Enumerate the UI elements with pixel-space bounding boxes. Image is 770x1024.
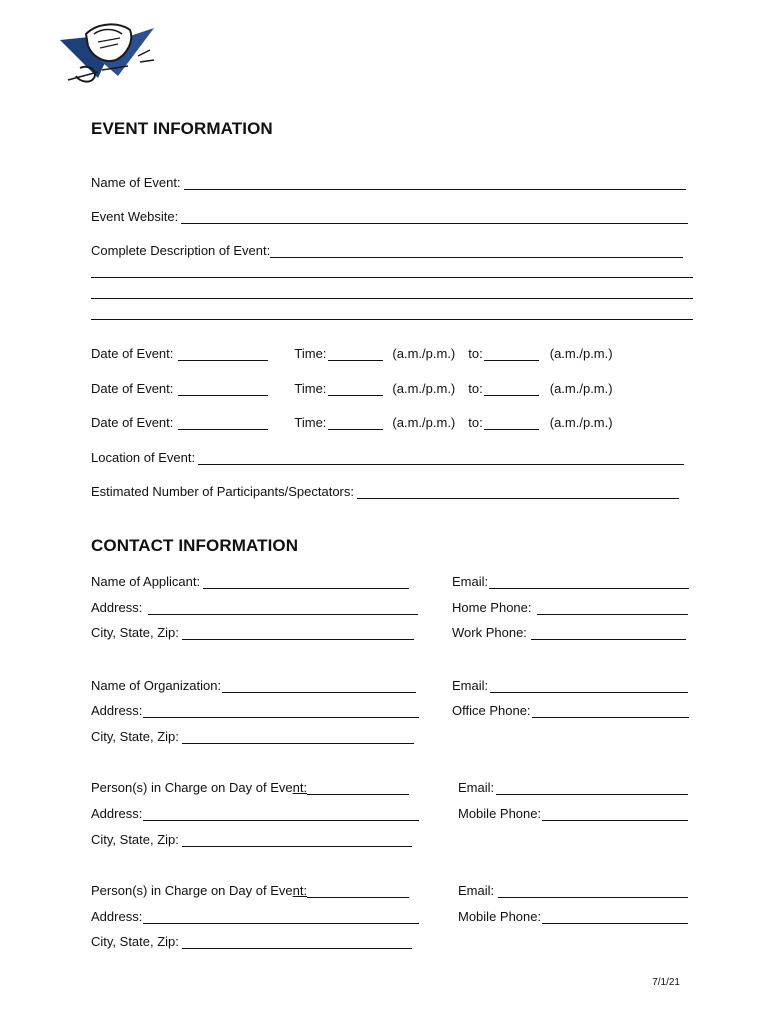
applicant-name-row [91,574,409,589]
organization-csz-field[interactable] [182,731,414,744]
end-time-field[interactable] [484,383,539,396]
applicant-email-row [452,574,689,589]
person2-name-label-part-a: Person(s) in Charge on Day of Eve [91,883,293,898]
event-location-label: Location of Event: [91,450,196,465]
footer-date: 7/1/21 [652,977,680,988]
start-time-field[interactable] [328,417,383,430]
event-description-line-3[interactable] [91,298,693,299]
event-website-field[interactable] [181,211,688,224]
organization-address-row [91,703,419,718]
ampm-label: (a.m./p.m.) [392,381,456,396]
event-date-row-1 [91,346,613,361]
organization-name-field[interactable] [222,680,416,693]
end-time-field[interactable] [484,417,539,430]
ampm-label: (a.m./p.m.) [392,346,456,361]
person2-csz-row [91,934,412,949]
person2-mobile-field[interactable] [542,911,688,924]
event-participants-field[interactable] [357,486,679,499]
person1-email-field[interactable] [496,782,688,795]
contact-information-heading: CONTACT INFORMATION [91,536,299,555]
to-label: to: [468,346,483,361]
person1-email-row [458,780,688,795]
person1-address-label: Address: [91,806,143,821]
event-name-label: Name of Event: [91,175,181,190]
applicant-email-label: Email: [452,574,489,589]
date-label: Date of Event: [91,346,174,361]
organization-name-label: Name of Organization: [91,678,222,693]
event-description-field[interactable] [270,245,683,258]
person1-name-row [91,780,409,795]
applicant-address-field[interactable] [148,602,418,615]
organization-address-label: Address: [91,703,143,718]
applicant-name-label: Name of Applicant: [91,574,201,589]
applicant-address-row [91,600,418,615]
applicant-csz-label: City, State, Zip: [91,625,179,640]
organization-email-field[interactable] [490,680,688,693]
organization-name-row [91,678,416,693]
event-information-heading: EVENT INFORMATION [91,119,273,138]
event-name-row [91,175,686,190]
applicant-home-phone-field[interactable] [537,602,688,615]
event-date-row-2 [91,381,613,396]
ampm-label: (a.m./p.m.) [392,415,456,430]
event-date-row-3 [91,415,613,430]
event-description-row [91,243,683,258]
date-field[interactable] [178,417,268,430]
time-label: Time: [294,415,327,430]
person2-email-label: Email: [458,883,495,898]
organization-email-row [452,678,688,693]
organization-office-phone-row [452,703,689,718]
organization-office-phone-label: Office Phone: [452,703,531,718]
person1-mobile-field[interactable] [542,808,688,821]
organization-email-label: Email: [452,678,489,693]
person2-email-field[interactable] [498,885,688,898]
date-label: Date of Event: [91,415,174,430]
person1-csz-field[interactable] [182,834,412,847]
person2-name-row [91,883,409,898]
ampm-label-2: (a.m./p.m.) [549,346,613,361]
event-location-field[interactable] [198,452,684,465]
person2-address-label: Address: [91,909,143,924]
end-time-field[interactable] [484,348,539,361]
start-time-field[interactable] [328,383,383,396]
person2-name-label-part-b: nt: [292,883,308,898]
person1-address-row [91,806,419,821]
person2-address-row [91,909,419,924]
organization-csz-row [91,729,414,744]
to-label: to: [468,381,483,396]
applicant-csz-field[interactable] [182,627,414,640]
event-website-row [91,209,688,224]
person2-csz-label: City, State, Zip: [91,934,179,949]
organization-logo [58,20,158,92]
applicant-work-phone-label: Work Phone: [452,625,527,640]
person2-email-row [458,883,688,898]
event-name-field[interactable] [184,177,686,190]
time-label: Time: [294,381,327,396]
date-label: Date of Event: [91,381,174,396]
event-website-label: Event Website: [91,209,179,224]
applicant-work-phone-field[interactable] [531,627,686,640]
date-field[interactable] [178,383,268,396]
person2-address-field[interactable] [143,911,419,924]
applicant-email-field[interactable] [489,576,689,589]
person1-name-label [91,780,307,795]
start-time-field[interactable] [328,348,383,361]
person2-name-label [91,883,307,898]
event-participants-label: Estimated Number of Participants/Spectators: [91,484,355,499]
organization-office-phone-field[interactable] [532,705,689,718]
to-label: to: [468,415,483,430]
applicant-name-field[interactable] [203,576,409,589]
applicant-home-phone-row [452,600,688,615]
applicant-work-phone-row [452,625,686,640]
person2-name-field[interactable] [307,885,409,898]
person1-address-field[interactable] [143,808,419,821]
person2-mobile-label: Mobile Phone: [458,909,542,924]
person1-email-label: Email: [458,780,495,795]
applicant-address-label: Address: [91,600,143,615]
person1-csz-label: City, State, Zip: [91,832,179,847]
person2-csz-field[interactable] [182,936,412,949]
person1-name-label-part-b: nt: [292,780,308,795]
applicant-home-phone-label: Home Phone: [452,600,532,615]
organization-address-field[interactable] [143,705,419,718]
event-description-label: Complete Description of Event: [91,243,271,258]
ampm-label-2: (a.m./p.m.) [549,381,613,396]
person1-csz-row [91,832,412,847]
person1-name-label-part-a: Person(s) in Charge on Day of Eve [91,780,293,795]
person1-name-field[interactable] [307,782,409,795]
person1-mobile-row [458,806,688,821]
event-description-line-2[interactable] [91,277,693,278]
organization-csz-label: City, State, Zip: [91,729,179,744]
person2-mobile-row [458,909,688,924]
event-description-line-4[interactable] [91,319,693,320]
date-field[interactable] [178,348,268,361]
person1-mobile-label: Mobile Phone: [458,806,542,821]
event-location-row [91,450,684,465]
ampm-label-2: (a.m./p.m.) [549,415,613,430]
applicant-csz-row [91,625,414,640]
event-participants-row [91,484,679,499]
time-label: Time: [294,346,327,361]
